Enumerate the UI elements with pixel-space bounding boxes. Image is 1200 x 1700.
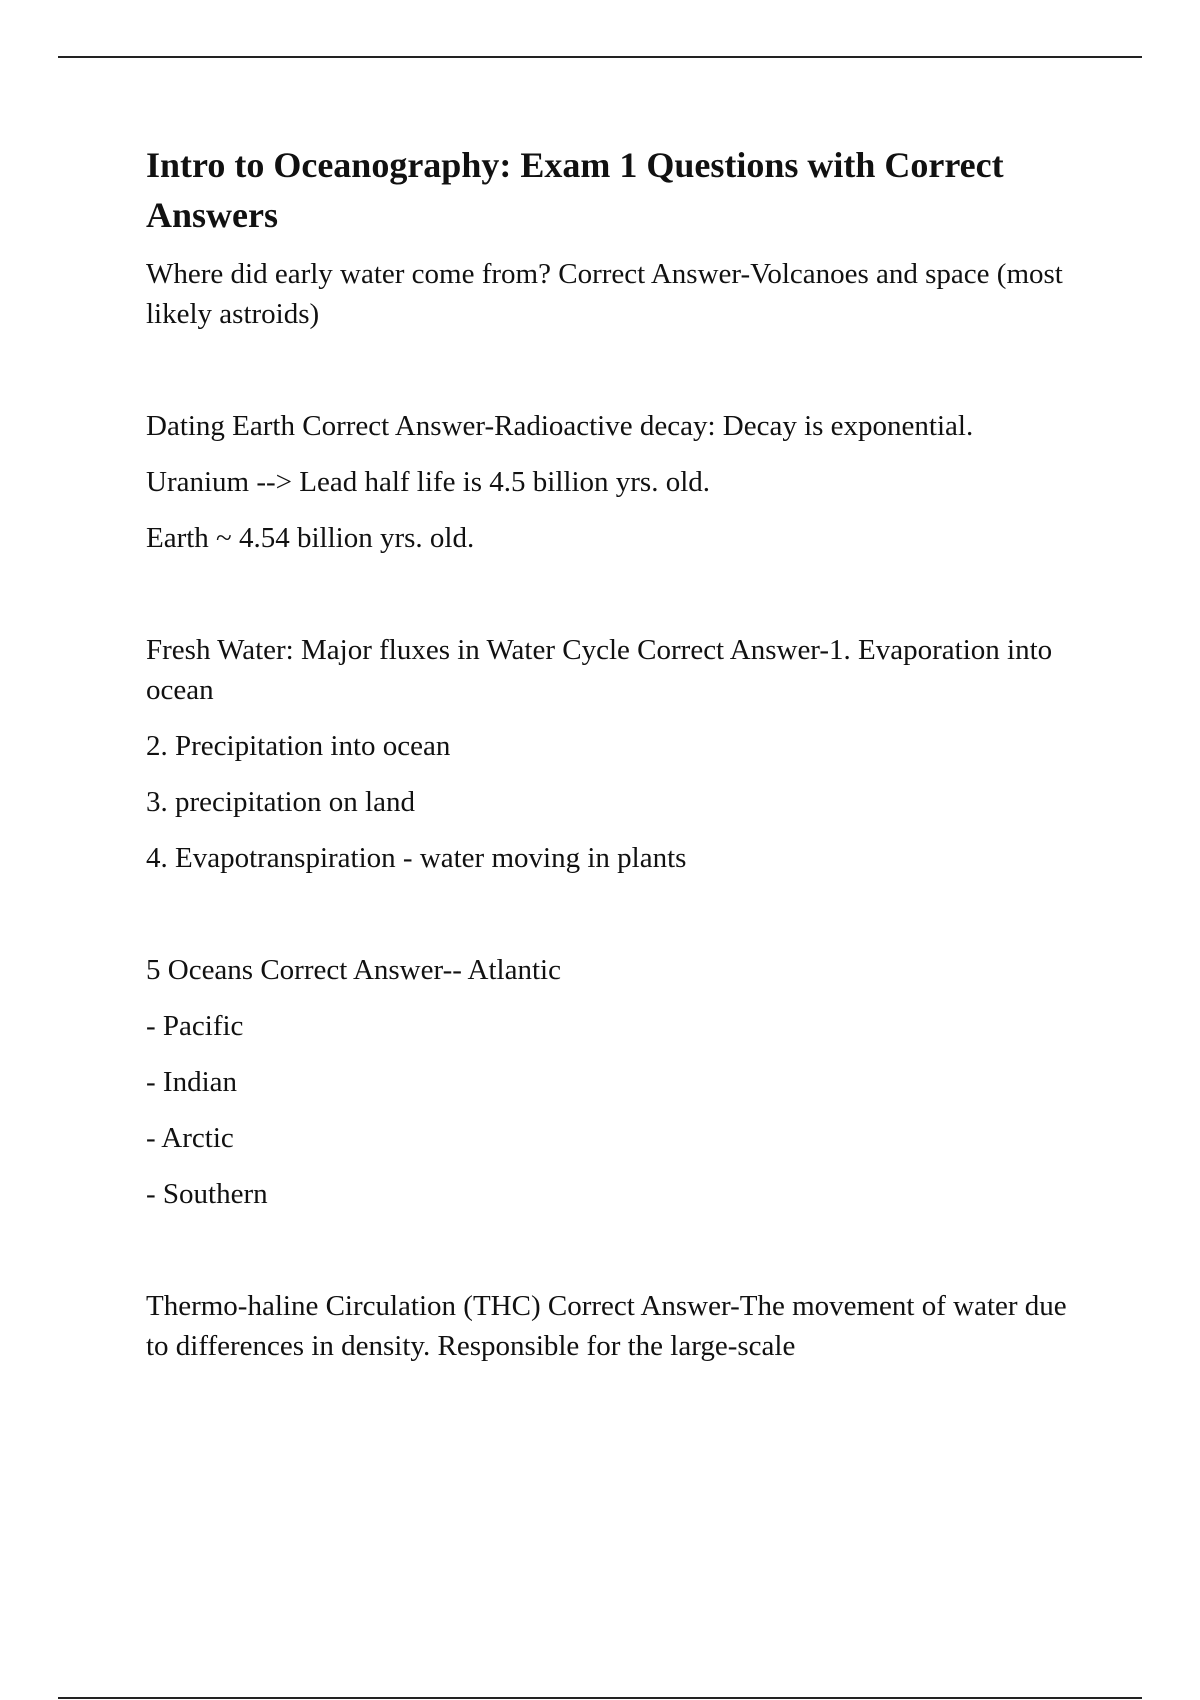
entry-line: 3. precipitation on land xyxy=(146,786,415,818)
entry-line: 5 Oceans Correct Answer-- Atlantic xyxy=(146,954,561,986)
entry-line: 4. Evapotranspiration - water moving in plants xyxy=(146,842,687,874)
entry-line: Thermo-haline Circulation (THC) Correct Answer-The movement of water due to differences in density. Responsible for the large-scale xyxy=(146,1290,1067,1362)
document-title: Intro to Oceanography: Exam 1 Questions with Correct Answers xyxy=(146,145,1004,235)
entry-line: Fresh Water: Major fluxes in Water Cycle Correct Answer-1. Evaporation into ocean xyxy=(146,634,1053,706)
entry-line: - Indian xyxy=(146,1066,237,1098)
entry-line: 2. Precipitation into ocean xyxy=(146,730,451,762)
entry-line: Where did early water come from? Correct Answer-Volcanoes and space (most likely astroids) xyxy=(146,258,1063,330)
entry-line: - Arctic xyxy=(146,1122,234,1154)
bottom-rule xyxy=(58,1697,1142,1699)
qa-entry-dating-earth xyxy=(146,406,1086,558)
top-rule xyxy=(58,56,1142,58)
qa-entry-fresh-water xyxy=(146,630,1086,878)
qa-entry-early-water xyxy=(146,254,1086,334)
entry-line: - Southern xyxy=(146,1178,268,1210)
qa-entry-thermohaline xyxy=(146,1286,1086,1366)
entry-line: Earth ~ 4.54 billion yrs. old. xyxy=(146,522,475,554)
qa-entry-five-oceans xyxy=(146,950,1086,1214)
page-content xyxy=(146,140,1086,1366)
entry-line: Uranium --> Lead half life is 4.5 billion yrs. old. xyxy=(146,466,711,498)
entry-line: Dating Earth Correct Answer-Radioactive decay: Decay is exponential. xyxy=(146,410,974,442)
entry-line: - Pacific xyxy=(146,1010,244,1042)
